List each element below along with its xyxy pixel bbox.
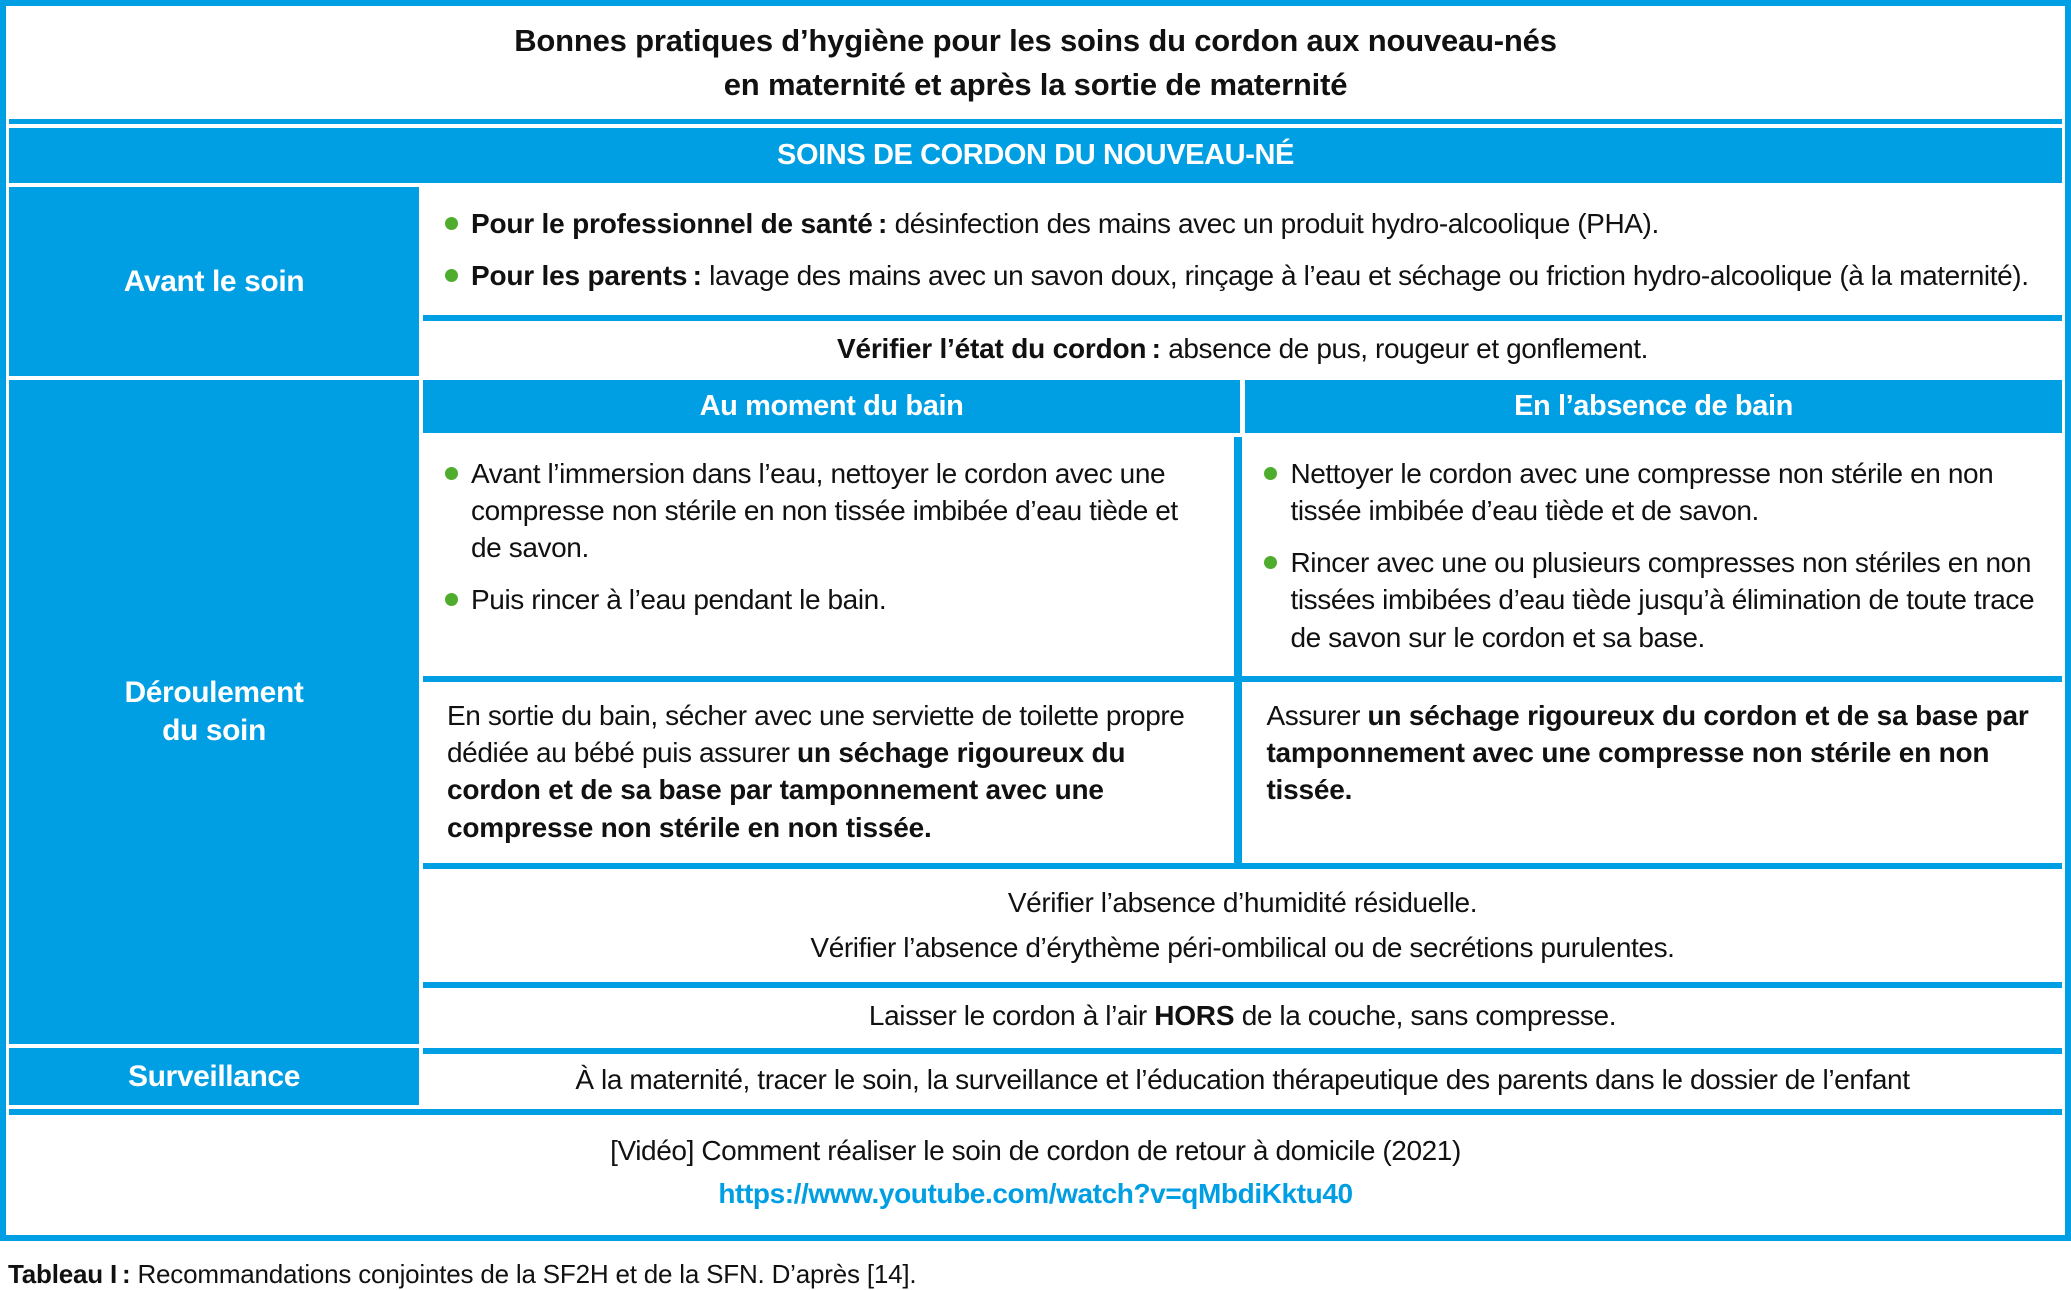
sans-bain-drying-cell bbox=[1242, 682, 2062, 863]
column-header-sans-bain: En l’absence de bain bbox=[1245, 380, 2062, 433]
deroulement-label-line2: du soin bbox=[162, 713, 266, 747]
caption-text: Recommandations conjointes de la SF2H et de la SFN. D’après [14]. bbox=[130, 1258, 917, 1289]
surveillance-label: Surveillance bbox=[128, 1059, 300, 1093]
drying-bold: un séchage rigoureux du cordon et de sa base par tamponnement avec une compresse non stérile en non tissée. bbox=[447, 737, 1126, 843]
table-caption bbox=[8, 1259, 2063, 1290]
green-bullet-icon bbox=[445, 217, 458, 230]
verify-cord-text: absence de pus, rougeur et gonflement. bbox=[1160, 332, 1648, 364]
avant-bullets-cell bbox=[423, 187, 2062, 314]
drying-text: En sortie du bain, sécher avec une serviette de toilette propre dédiée au bébé puis assurer bbox=[447, 699, 1185, 769]
surveillance-label-cell bbox=[9, 1048, 419, 1105]
sans-bain-steps-cell bbox=[1242, 437, 2062, 676]
bain-steps-cell bbox=[423, 437, 1234, 676]
air-text-bold: HORS bbox=[1154, 1000, 1235, 1032]
bain-drying-cell bbox=[423, 682, 1234, 863]
surveillance-text-cell bbox=[423, 1048, 2062, 1105]
table-title-line1: Bonnes pratiques d’hygiène pour les soins du cordon aux nouveau-nés bbox=[514, 23, 1557, 58]
bullet-text: Rincer avec une ou plusieurs compresses non stériles en non tissées imbibées d’eau tiède jusqu’à élimination de toute trace de savon sur le cordon et sa base. bbox=[1290, 547, 2035, 653]
two-column-grid bbox=[423, 437, 2062, 863]
bullet-text: Avant l’immersion dans l’eau, nettoyer le cordon avec une compresse non stérile en non tissée imbibée d’eau tiède et de savon. bbox=[471, 457, 1178, 564]
list-item bbox=[445, 581, 1212, 618]
drying-text: Assurer bbox=[1266, 699, 1368, 731]
bullet-bold-lead: Pour le professionnel de santé : bbox=[471, 208, 888, 240]
table-title bbox=[9, 9, 2062, 124]
list-item bbox=[445, 455, 1212, 567]
column-header-bain: Au moment du bain bbox=[423, 380, 1240, 433]
surveillance-text: À la maternité, tracer le soin, la surveillance et l’éducation thérapeutique des parents dans le dossier de l’enfant bbox=[575, 1063, 1910, 1095]
list-item bbox=[1264, 544, 2040, 656]
residual-check-cell bbox=[423, 869, 2062, 983]
bullet-text: Puis rincer à l’eau pendant le bain. bbox=[471, 584, 887, 616]
air-text-post: de la couche, sans compresse. bbox=[1234, 1000, 1617, 1032]
list-item bbox=[445, 205, 2036, 242]
air-exposure-cell bbox=[423, 988, 2062, 1043]
green-bullet-icon bbox=[1264, 467, 1277, 480]
section-surveillance bbox=[9, 1048, 2062, 1105]
green-bullet-icon bbox=[445, 593, 458, 606]
list-item bbox=[1264, 455, 2040, 529]
subheader-row bbox=[423, 380, 2062, 433]
bullet-bold-lead: Pour les parents : bbox=[471, 260, 702, 292]
green-bullet-icon bbox=[1264, 556, 1277, 569]
video-title: [Vidéo] Comment réaliser le soin de cordon de retour à domicile (2021) bbox=[610, 1134, 1461, 1166]
avant-le-soin-content bbox=[423, 187, 2062, 376]
deroulement-label-line1: Déroulement bbox=[124, 676, 304, 710]
green-bullet-icon bbox=[445, 269, 458, 282]
bullet-text: désinfection des mains avec un produit hydro-alcoolique (PHA). bbox=[887, 208, 1659, 240]
surveillance-content bbox=[423, 1048, 2062, 1105]
drying-bold: un séchage rigoureux du cordon et de sa base par tamponnement avec une compresse non stérile en non tissée. bbox=[1266, 699, 2029, 806]
caption-label: Tableau I : bbox=[8, 1258, 131, 1289]
table-title-line2: en maternité et après la sortie de maternité bbox=[723, 67, 1348, 103]
air-text-pre: Laisser le cordon à l’air bbox=[868, 1000, 1155, 1032]
section-avant-le-soin bbox=[9, 187, 2062, 376]
green-bullet-icon bbox=[445, 467, 458, 480]
residual-check-line1: Vérifier l’absence d’humidité résiduelle. bbox=[1007, 886, 1478, 918]
deroulement-label-cell bbox=[9, 380, 419, 1044]
verify-cord-cell bbox=[423, 321, 2062, 376]
video-row bbox=[9, 1109, 2062, 1232]
video-link[interactable]: https://www.youtube.com/watch?v=qMbdiKktu40 bbox=[718, 1178, 1353, 1210]
avant-le-soin-label: Avant le soin bbox=[123, 264, 305, 298]
bullet-text: Nettoyer le cordon avec une compresse non stérile en non tissée imbibée d’eau tiède et de savon. bbox=[1290, 457, 1994, 526]
main-header-band: SOINS DE CORDON DU NOUVEAU-NÉ bbox=[9, 128, 2062, 183]
avant-le-soin-label-cell bbox=[9, 187, 419, 376]
verify-cord-bold: Vérifier l’état du cordon : bbox=[837, 332, 1161, 364]
residual-check-line2: Vérifier l’absence d’érythème péri-ombilical ou de secrétions purulentes. bbox=[810, 931, 1675, 963]
deroulement-content bbox=[423, 380, 2062, 1044]
list-item bbox=[445, 257, 2036, 294]
bullet-text: lavage des mains avec un savon doux, rinçage à l’eau et séchage ou friction hydro-alcoolique (à la maternité). bbox=[701, 260, 2029, 292]
section-deroulement-du-soin bbox=[9, 380, 2062, 1044]
